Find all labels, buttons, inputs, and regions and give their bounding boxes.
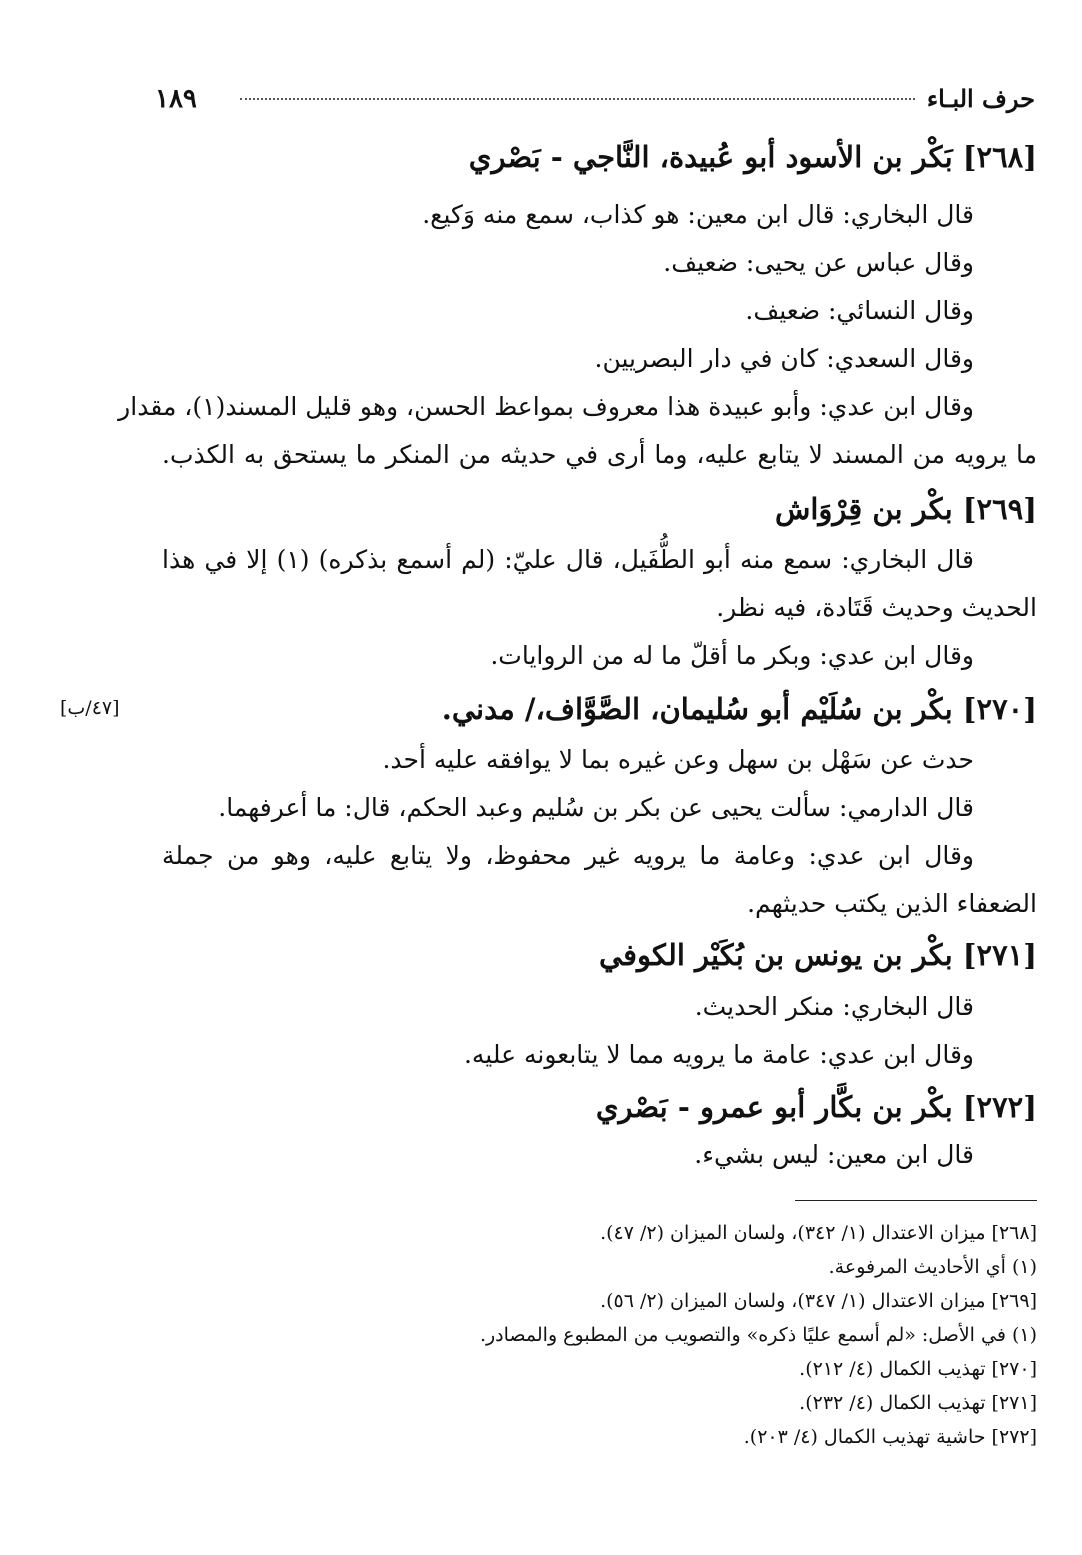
body-line: قال الدارمي: سألت يحيى عن بكر بن سُليم وعبد الحكم، قال: ما أعرفهما. [218,793,974,822]
footnote: [٢٦٨] ميزان الاعتدال (١/ ٣٤٢)، ولسان الميزان (٢/ ٤٧). [600,1222,1037,1244]
body-line: الحديث وحديث قَتَادة، فيه نظر. [716,593,1037,622]
entry-title-272: [٢٧٢] بكْر بن بكَّار أبو عمرو - بَصْري [595,1090,1037,1124]
body-line: الضعفاء الذين يكتب حديثهم. [747,889,1037,918]
running-header [155,78,1035,118]
body-line: حدث عن سَهْل بن سهل وعن غيره بما لا يوافقه عليه أحد. [382,745,974,774]
footnote: [٢٧١] تهذيب الكمال (٤/ ٢٣٢). [799,1392,1037,1414]
footnote: [٢٦٩] ميزان الاعتدال (١/ ٣٤٧)، ولسان الميزان (٢/ ٥٦). [600,1290,1037,1312]
margin-folio-note: [٤٧/ب] [60,697,120,719]
entry-title-270: [٢٧٠] بكْر بن سُلَيْم أبو سُليمان، الصَّوَّاف،/ مدني. [441,692,1037,726]
section-title: حرف البـاء [926,84,1035,113]
body-line: وقال ابن عدي: وعامة ما يرويه غير محفوظ، ولا يتابع عليه، وهو من جملة [162,841,974,870]
body-line: وقال ابن عدي: عامة ما يرويه مما لا يتابعونه عليه. [463,1040,974,1069]
body-line: قال البخاري: قال ابن معين: هو كذاب، سمع منه وَكيع. [422,200,974,229]
body-line: قال البخاري: سمع منه أبو الطُّفَيل، قال عليّ: (لم أسمع بذكره) (١) إلا في هذا [162,545,974,574]
footnote: (١) في الأصل: «لم أسمع عليًا ذكره» والتصويب من المطبوع والمصادر. [479,1324,1037,1346]
footnote: (١) أي الأحاديث المرفوعة. [828,1256,1037,1278]
body-line: وقال ابن عدي: وبكر ما أقلّ ما له من الروايات. [490,641,974,670]
body-line: وقال السعدي: كان في دار البصريين. [594,344,974,373]
body-line: ما يرويه من المسند لا يتابع عليه، وما أرى في حديثه من المنكر ما يستحق به الكذب. [162,440,1037,469]
body-line: قال البخاري: منكر الحديث. [694,992,974,1021]
header-rule [240,98,915,100]
body-line: قال ابن معين: ليس بشيء. [694,1140,974,1169]
footnote: [٢٧٠] تهذيب الكمال (٤/ ٢١٢). [799,1358,1037,1380]
page-number: ١٨٩ [155,84,197,114]
body-line: وقال عباس عن يحيى: ضعيف. [663,248,974,277]
footnotes-divider [795,1200,1037,1201]
entry-title-268: [٢٦٨] بَكْر بن الأسود أبو عُبيدة، النَّاجي - بَصْري [468,140,1037,174]
entry-title-269: [٢٦٩] بكْر بن قِرْوَاش [774,492,1037,526]
body-line: وقال النسائي: ضعيف. [745,296,974,325]
entry-title-271: [٢٧١] بكْر بن يونس بن بُكَيْر الكوفي [598,938,1037,972]
footnote: [٢٧٢] حاشية تهذيب الكمال (٤/ ٢٠٣). [743,1426,1037,1448]
body-line: وقال ابن عدي: وأبو عبيدة هذا معروف بمواعظ الحسن، وهو قليل المسند(١)، مقدار [118,392,974,421]
